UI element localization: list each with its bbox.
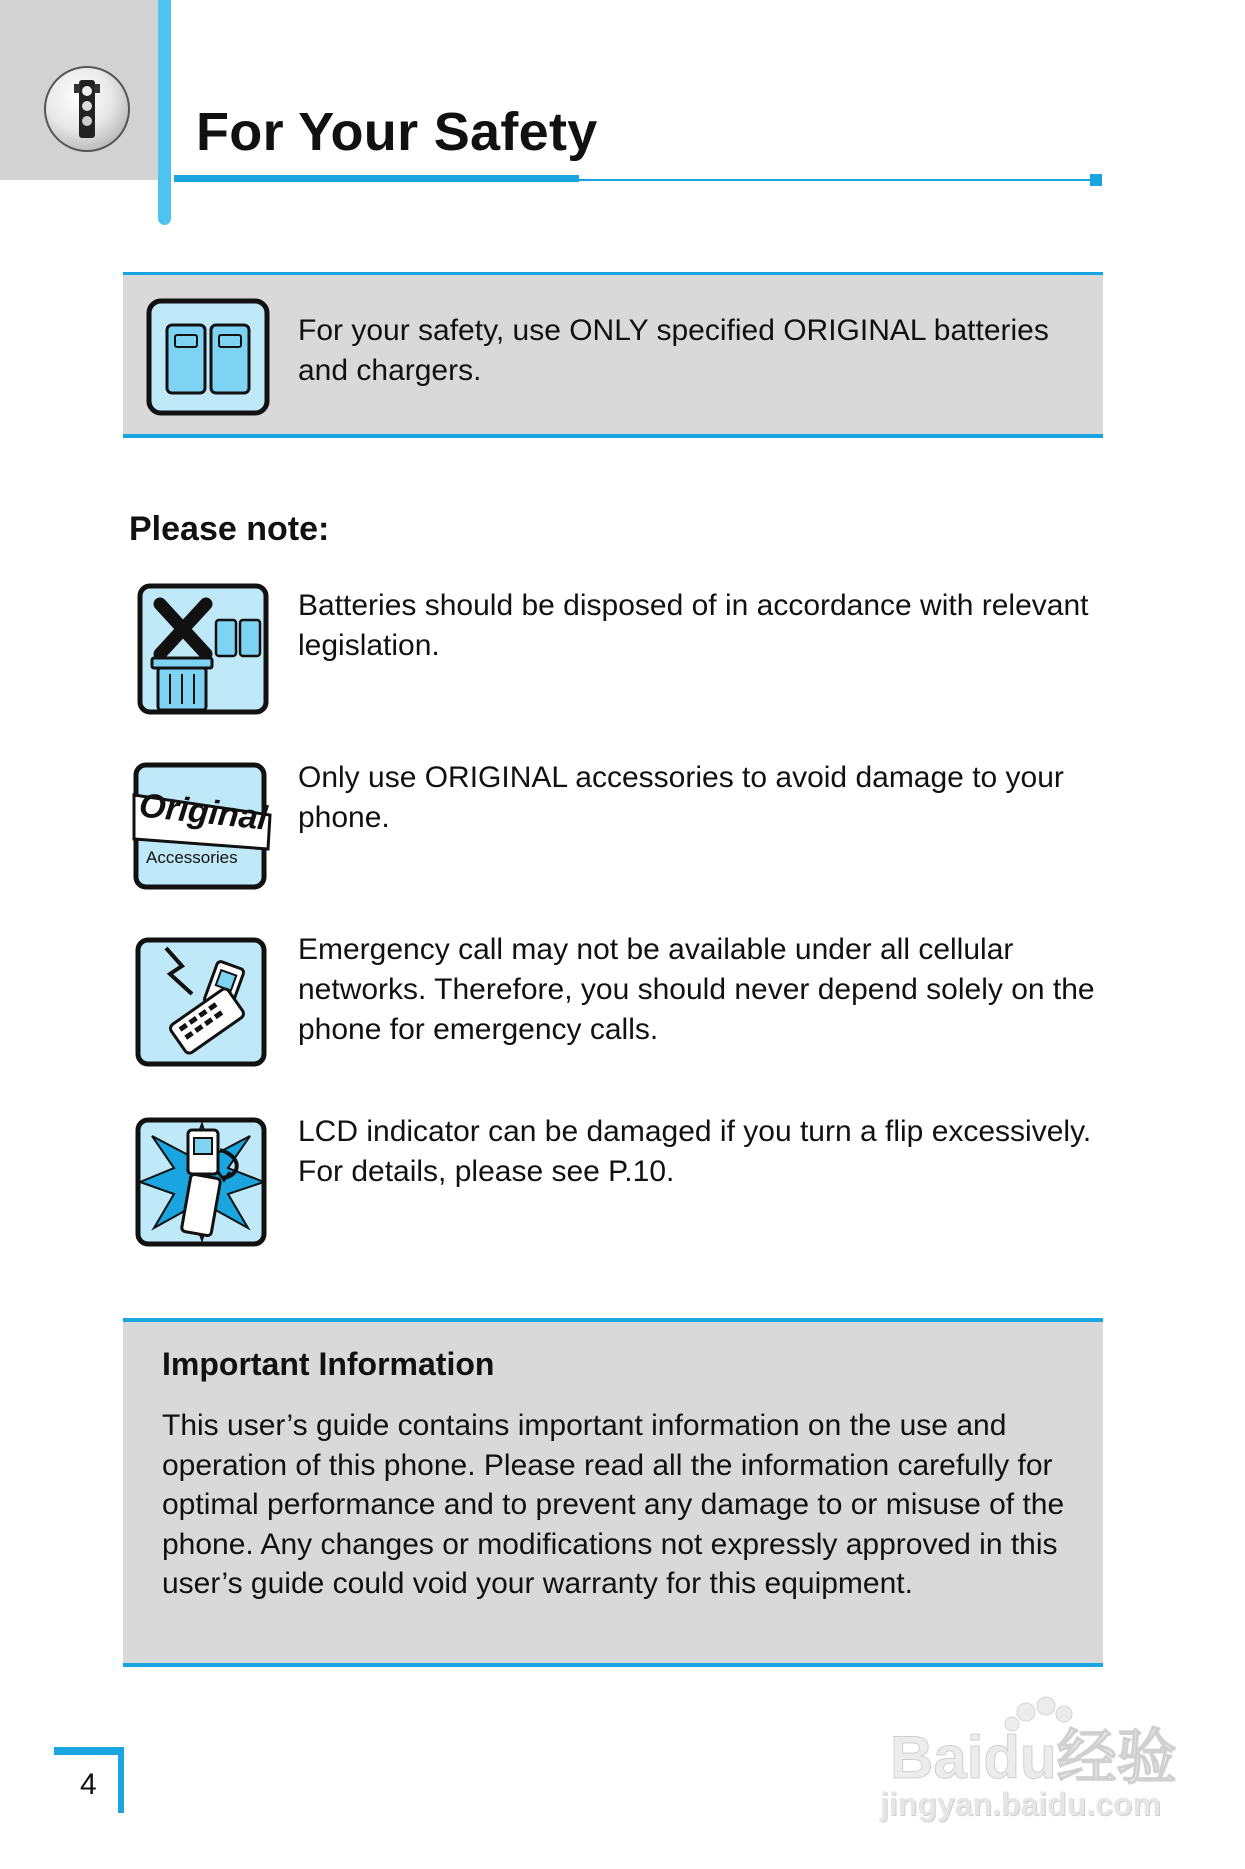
page-number: 4: [80, 1768, 97, 1801]
batteries-icon: [145, 295, 271, 421]
please-note-heading: Please note:: [129, 510, 330, 548]
note-lcd-text: LCD indicator can be damaged if you turn a flip excessively. For details, please see P.10.: [298, 1115, 1092, 1188]
traffic-light-icon: [44, 66, 130, 152]
title-underline-thick: [174, 175, 579, 182]
battery-disposal-icon: [132, 582, 258, 708]
svg-text:Original: Original: [137, 786, 270, 838]
note-accessories-text: Only use ORIGINAL accessories to avoid damage to your phone.: [298, 761, 1064, 834]
safety-text: For your safety, use ONLY specified ORIGINAL batteries and chargers.: [298, 314, 1049, 387]
note-disposal-text: Batteries should be disposed of in accordance with relevant legislation.: [298, 589, 1089, 662]
important-information-heading: Important Information: [162, 1346, 495, 1382]
important-information-box: [123, 1318, 1103, 1667]
note-emergency-text: Emergency call may not be available under all cellular networks. Therefore, you should never depend solely on the phone for emergency calls.: [298, 933, 1095, 1046]
baidu-watermark-url: jingyan.baidu.com: [880, 1786, 1161, 1822]
page-number-bracket-side: [118, 1747, 124, 1813]
page-number-bracket-top: [54, 1747, 124, 1755]
flip-phone-damage-icon: [132, 1116, 258, 1242]
emergency-call-phone-icon: [132, 936, 258, 1062]
svg-text:Accessories: Accessories: [146, 848, 238, 867]
title-underline-end-dot: [1090, 174, 1102, 186]
original-accessories-icon: [132, 761, 270, 887]
title-underline-thin: [579, 179, 1094, 181]
important-information-body: This user’s guide contains important information on the use and operation of this phone. Please read all the information carefully for optimal performance and to prevent any damage to or misuse of the phone. Any changes or modifications not expressly approved in this user’s guide could void your warranty for this equipment.: [162, 1409, 1065, 1600]
safety-box: [123, 272, 1103, 438]
svg-text:Baidu经验: Baidu经验: [890, 1724, 1177, 1790]
page-title: For Your Safety: [196, 102, 598, 162]
header-vertical-bar: [158, 0, 171, 225]
